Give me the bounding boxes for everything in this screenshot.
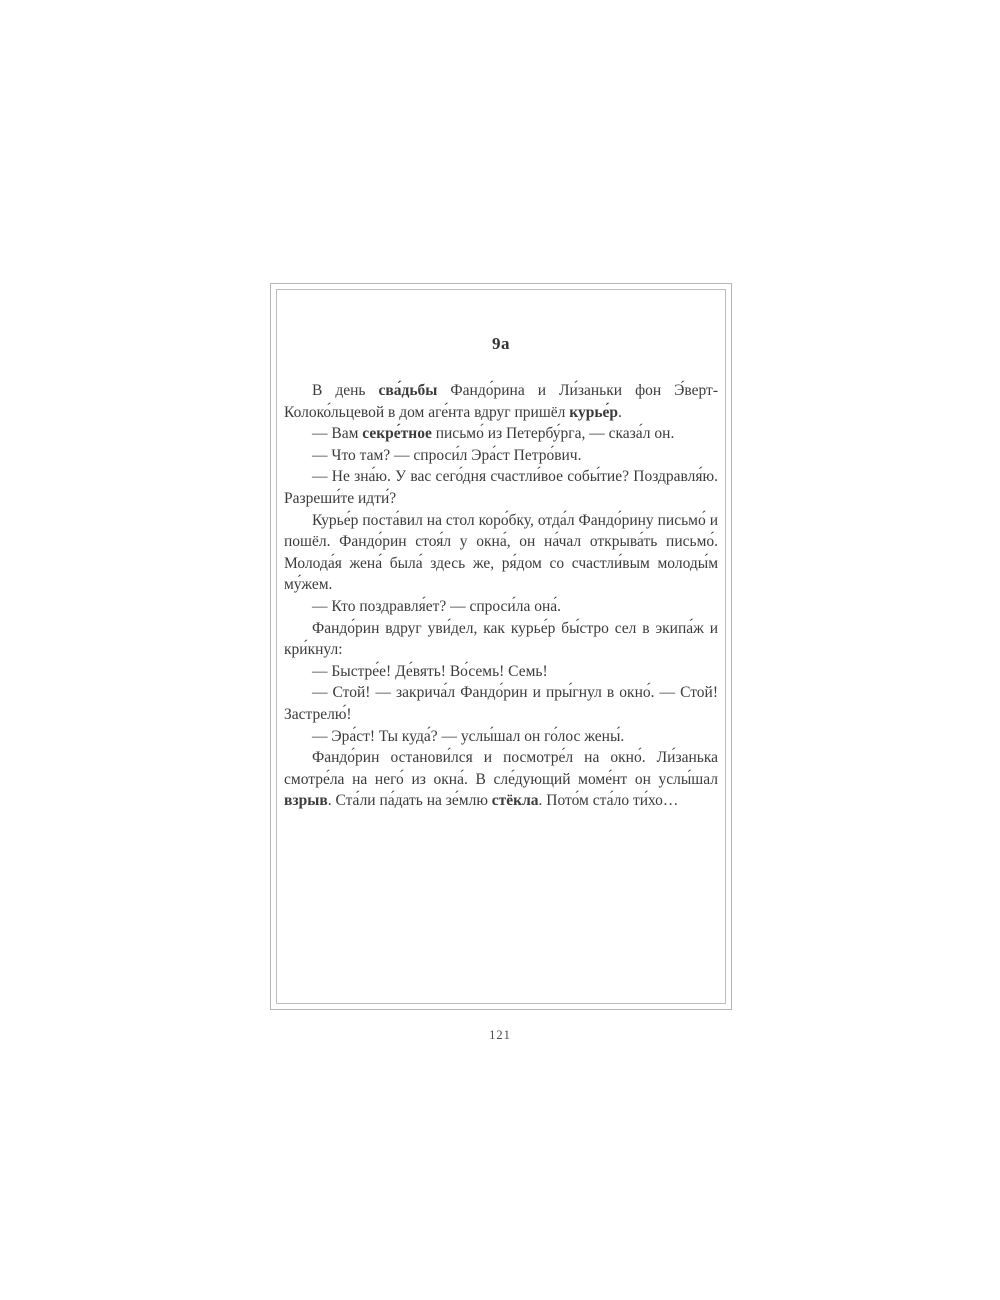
text-segment: — Вам — [312, 425, 363, 443]
text-segment: В день — [312, 382, 379, 399]
text-segment: Фандо́рина и Ли́заньки фон Э́верт-Колоко́льцевой в дом аге́нта вдруг пришёл — [284, 382, 718, 421]
paragraph — [284, 596, 718, 618]
paragraph — [284, 510, 718, 596]
paragraph — [284, 747, 718, 812]
paragraph — [284, 445, 718, 467]
text-segment: — Кто поздравля́ет? — спроси́ла она́. — [312, 597, 562, 615]
paragraph — [284, 423, 718, 445]
chapter-heading: 9а — [492, 334, 510, 353]
text-segment: Фандо́рин останови́лся и посмотре́л на окно́. Ли́занька смотре́ла на него́ из окна́. В сле́дующий моме́нт он услы́шал — [284, 749, 718, 788]
text-segment: — Эра́ст! Ты куда́? — услы́шал он го́лос жены́. — [312, 727, 625, 745]
text-block — [284, 290, 718, 1003]
paragraph — [284, 682, 718, 725]
text-segment: Фандо́рин вдруг уви́дел, как курье́р бы́стро сел в экипа́ж и кри́кнул: — [284, 619, 718, 659]
page-number: 121 — [489, 1028, 511, 1042]
paragraphs — [284, 380, 718, 812]
bold-vocab-word: сва́дьбы — [378, 382, 438, 399]
text-segment: письмо́ из Петербу́рга, — сказа́л он. — [431, 425, 675, 443]
bold-vocab-word: стёкла — [491, 792, 539, 810]
text-segment: — Не зна́ю. У вас сего́дня счастли́вое собы́тие? Поздравля́ю. Разреши́те идти́? — [284, 468, 718, 507]
paragraph — [284, 618, 718, 661]
text-segment: — Что там? — спроси́л Эра́ст Петро́вич. — [312, 446, 582, 464]
bold-vocab-word: курье́р — [569, 403, 619, 421]
text-segment: Курье́р поста́вил на стол коро́бку, отда́л Фандо́рину письмо́ и пошёл. Фандо́рин стоя́л у окна́, он на́чал открыва́ть письмо́. Молода́я жена́ была́ здесь же, ря́дом со счастли́вым молоды́м му́жем. — [284, 511, 718, 594]
bold-vocab-word: секре́тное — [362, 425, 432, 443]
text-segment: . Пото́м ста́ло ти́хо… — [538, 792, 679, 810]
page-frame-outer — [270, 283, 732, 1010]
text-segment: — Быстре́е! Де́вять! Во́семь! Семь! — [312, 662, 548, 680]
page-frame-inner — [276, 289, 726, 1004]
text-segment: . Ста́ли па́дать на зе́млю — [327, 792, 492, 810]
text-segment: — Стой! — закрича́л Фандо́рин и пры́гнул в окно́. — Стой! Застрелю́! — [284, 684, 718, 723]
paragraph — [284, 466, 718, 509]
paragraph — [284, 661, 718, 683]
paragraph — [284, 380, 718, 423]
bold-vocab-word: взрыв — [284, 792, 328, 810]
paragraph — [284, 726, 718, 748]
text-segment: . — [618, 403, 622, 421]
